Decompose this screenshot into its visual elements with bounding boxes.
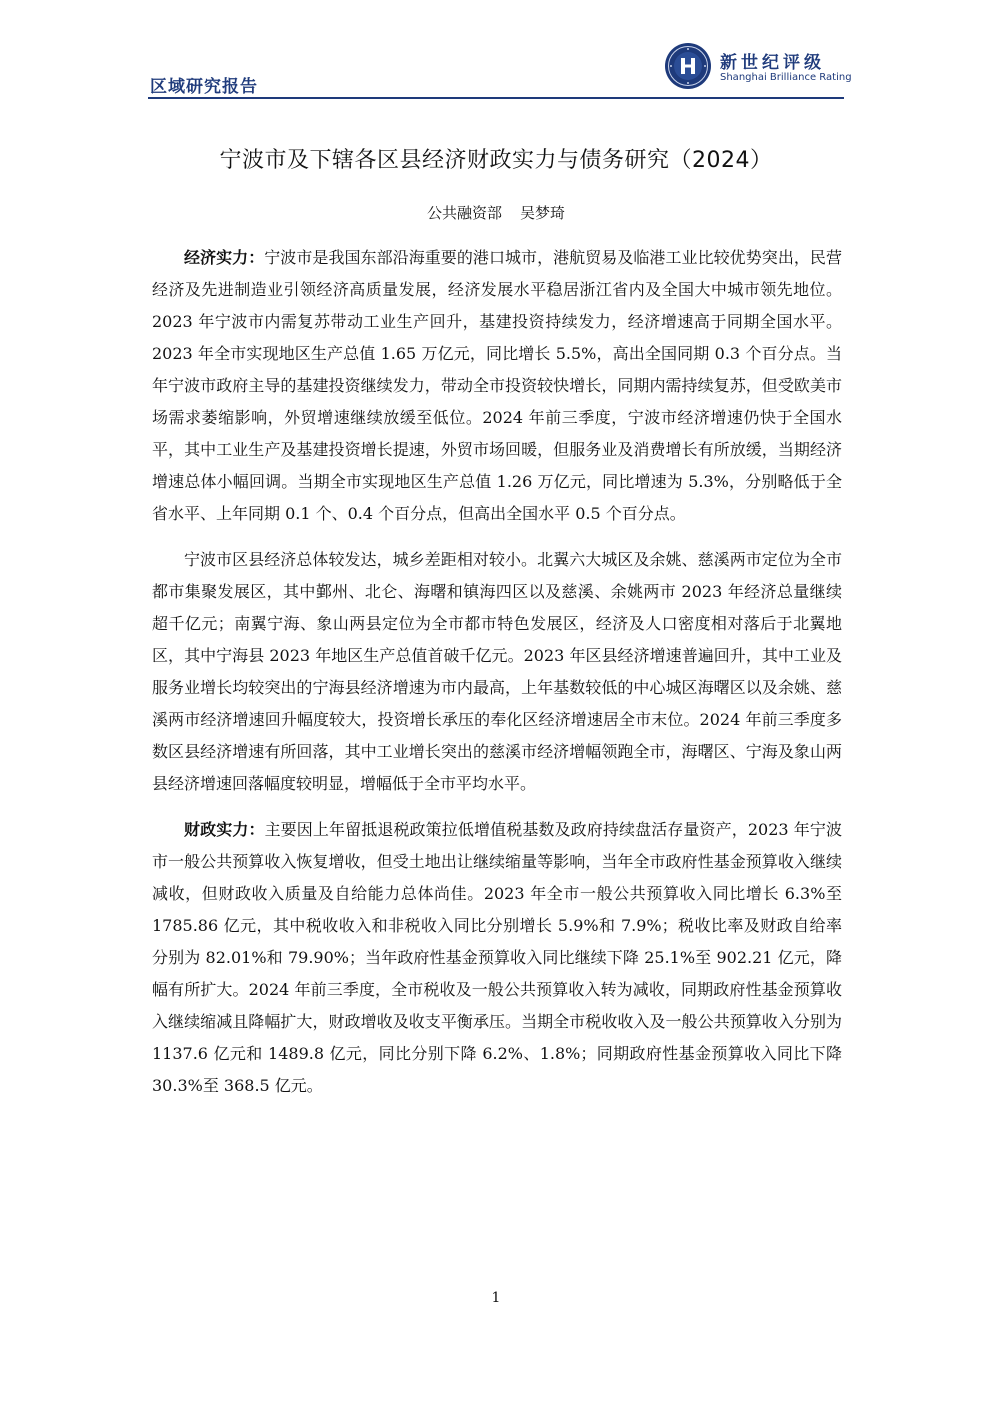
paragraph-lead: 经济实力： [184, 248, 265, 267]
paragraph-text: 宁波市是我国东部沿海重要的港口城市，港航贸易及临港工业比较优势突出，民营经济及先进制造业引领经济高质量发展，经济发展水平稳居浙江省内及全国大中城市领先地位。2023 年宁波市内需复苏带动工业生产回升，基建投资持续发力，经济增速高于同期全国水平。2023 年全市实现地区生产总值 1.65 万亿元，同比增长 5.5%，高出全国同期 0.3 个百分点。当年宁波市政府主导的基建投资继续发力，带动全市投资较快增长，同期内需持续复苏，但受欧美市场需求萎缩影响，外贸增速继续放缓至低位。2024 年前三季度，宁波市经济增速仍快于全国水平，其中工业生产及基建投资增长提速，外贸市场回暖，但服务业及消费增长有所放缓，当期经济增速总体小幅回调。当期全市实现地区生产总值 1.26 万亿元，同比增速为 5.3%，分别略低于全省水平、上年同期 0.1 个、0.4 个百分点，但高出全国水平 0.5 个百分点。 [152, 248, 842, 523]
document-title: 宁波市及下辖各区县经济财政实力与债务研究（2024） [219, 148, 773, 173]
paragraph-economic-strength [152, 242, 842, 530]
paragraph-lead: 财政实力： [184, 820, 265, 839]
report-type-label: 区域研究报告 [150, 77, 258, 97]
page-number: 1 [491, 1290, 501, 1306]
paragraph-text: 主要因上年留抵退税政策拉低增值税基数及政府持续盘活存量资产，2023 年宁波市一般公共预算收入恢复增收，但受土地出让继续缩量等影响，当年全市政府性基金预算收入继续减收，但财政收入质量及自给能力总体尚佳。2023 年全市一般公共预算收入同比增长 6.3%至 1785.86 亿元，其中税收收入和非税收入同比分别增长 5.9%和 7.9%；税收比率及财政自给率分别为 82.01%和 79.90%；当年政府性基金预算收入同比继续下降 25.1%至 902.21 亿元，降幅有所扩大。2024 年前三季度，全市税收及一般公共预算收入转为减收，同期政府性基金预算收入继续缩减且降幅扩大，财政增收及收支平衡承压。当期全市税收收入及一般公共预算收入分别为 1137.6 亿元和 1489.8 亿元，同比分别下降 6.2%、1.8%；同期政府性基金预算收入同比下降 30.3%至 368.5 亿元。 [152, 820, 842, 1095]
byline [148, 202, 844, 223]
report-body [152, 242, 842, 1116]
department-name: 公共融资部 [426, 204, 502, 222]
header-divider [148, 97, 844, 99]
page-header [148, 40, 852, 97]
author-name: 吴梦琦 [520, 204, 566, 222]
brand-name-english: Shanghai Brilliance Rating [720, 72, 852, 83]
paragraph-district-economy [152, 544, 842, 800]
paragraph-fiscal-strength [152, 814, 842, 1102]
brand-logo [664, 42, 852, 90]
paragraph-text: 宁波市区县经济总体较发达，城乡差距相对较小。北翼六大城区及余姚、慈溪两市定位为全市都市集聚发展区，其中鄞州、北仑、海曙和镇海四区以及慈溪、余姚两市 2023 年经济总量继续超千亿元；南翼宁海、象山两县定位为全市都市特色发展区，经济及人口密度相对落后于北翼地区，其中宁海县 2023 年地区生产总值首破千亿元。2023 年区县经济增速普遍回升，其中工业及服务业增长均较突出的宁海县经济增速为市内最高，上年基数较低的中心城区海曙区以及余姚、慈溪两市经济增速回升幅度较大，投资增长承压的奉化区经济增速居全市末位。2024 年前三季度多数区县经济增速有所回落，其中工业增长突出的慈溪市经济增幅领跑全市，海曙区、宁海及象山两县经济增速回落幅度较明显，增幅低于全市平均水平。 [152, 550, 842, 793]
brand-name-chinese: 新世纪评级 [720, 53, 825, 73]
rating-seal-icon [664, 42, 712, 90]
